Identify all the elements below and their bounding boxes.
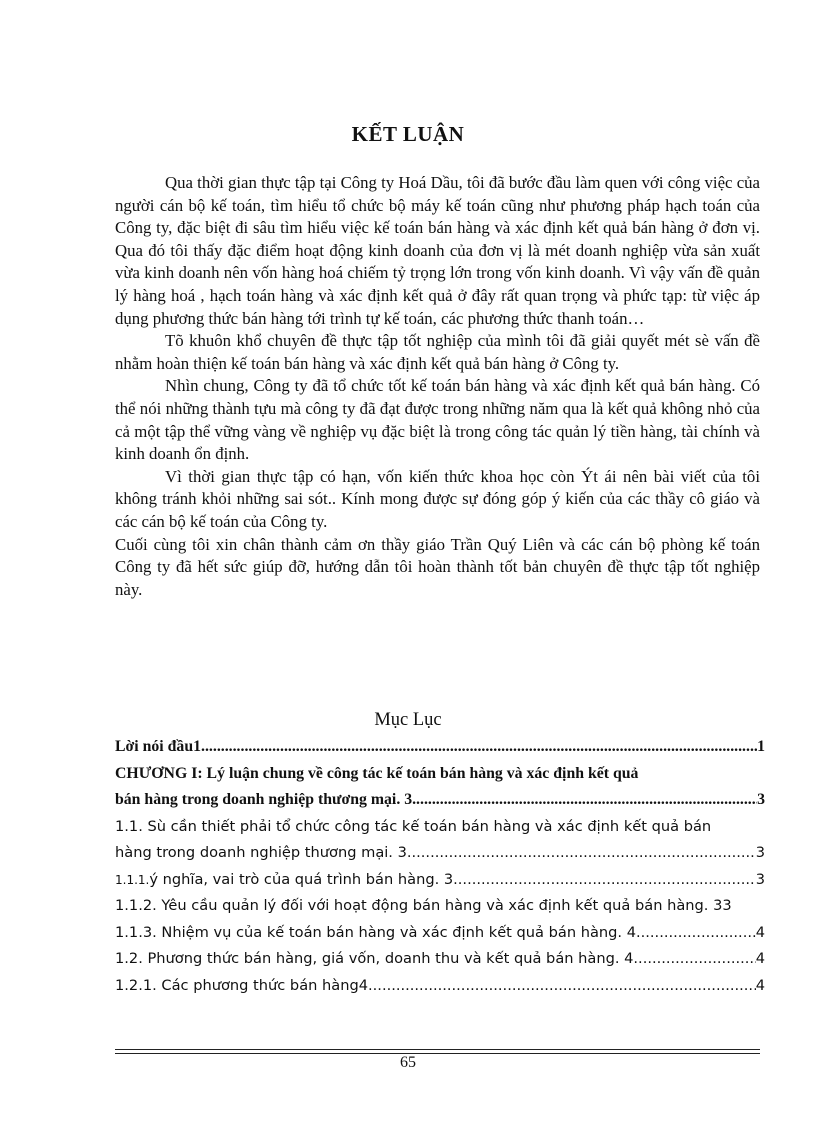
paragraph: Tõ khuôn khổ chuyên đề thực tập tốt nghiệp của mình tôi đã giải quyết mét sè vấn đề nhằm hoàn thiện kế toán bán hàng và xác định kết quả bán hàng ở Công ty. [115,331,760,373]
toc-entry-page: 4 [755,976,765,994]
paragraph: Cuối cùng tôi xin chân thành cảm ơn thầy giáo Trần Quý Liên và các cán bộ phòng kế toán Công ty đã hết sức giúp đỡ, hướng dẫn tôi hoàn thành tốt bản chuyên đề thực tập tốt nghiệp này. [115,534,760,599]
toc-entry-text: CHƯƠNG I: Lý luận chung về công tác kế toán bán hàng và xác định kết quả [115,764,639,782]
toc-entry[interactable] [115,844,765,871]
toc-entry-text: 1.1.2. Yêu cầu quản lý đối với hoạt động bán hàng và xác định kết quả bán hàng. 33 [115,897,732,914]
toc-leader [453,871,756,888]
toc-entry[interactable] [115,950,765,977]
paragraph: Vì thời gian thực tập có hạn, vốn kiến thức khoa học còn Ýt ái nên bài viết của tôi không tránh khỏi những sai sót.. Kính mong được sự đóng góp ý kiến của các thầy cô giáo và các cán bộ kế toán của Công ty. [115,466,760,531]
toc-entry[interactable] [115,924,765,951]
toc-entry-page: 1 [757,738,765,755]
conclusion-body [115,172,760,601]
toc-entry-text: 1.1.3. Nhiệm vụ của kế toán bán hàng và xác định kết quả bán hàng. 4 [115,923,636,941]
toc-entry[interactable] [115,765,765,792]
toc-entry[interactable] [115,791,765,818]
toc-entry[interactable] [115,977,765,1004]
toc-entry[interactable] [115,738,765,765]
toc-entry-text: hàng trong doanh nghiệp thương mại. 3 [115,844,407,861]
toc-entry-number: 1.1.1. [115,872,150,887]
toc-entry-page: 4 [755,923,765,941]
toc-title: Mục Lục [374,710,442,730]
toc-entry-text: ý nghĩa, vai trò của quá trình bán hàng. 3 [149,870,454,888]
table-of-contents [115,738,765,1003]
paragraph: Nhìn chung, Công ty đã tổ chức tốt kế toán bán hàng và xác định kết quả bán hàng. Có thể nói những thành tựu mà công ty đã đạt được trong những năm qua là kết quả không nhỏ của cả một tập thể vững vàng về nghiệp vụ đặc biệt là trong công tác quản lý tiền hàng, tài chính và kinh doanh ổn định. [115,376,760,464]
toc-leader [633,950,755,967]
toc-entry-page: 3 [757,791,765,808]
paragraph: Qua thời gian thực tập tại Công ty Hoá Dầu, tôi đã bước đầu làm quen với công việc của người cán bộ kế toán, tìm hiểu tổ chức bộ máy kế toán cũng như phương pháp hạch toán của Công ty, đặc biệt đi sâu tìm hiểu việc kế toán bán hàng và xác định kết quả bán hàng ở đơn vị. Qua đó tôi thấy đặc điểm hoạt động kinh doanh của đơn vị là mét doanh nghiệp vừa sản xuất vừa kinh doanh nên vốn hàng hoá chiếm tỷ trọng lớn trong vốn kinh doanh. Vì vậy vấn đề quản lý hàng hoá , hạch toán hàng và xác định kết quả ở đây rất quan trọng và phức tạp: từ việc áp dụng phương thức bán hàng tới trình tự kế toán, các phương thức thanh toán… [115,173,760,328]
toc-entry[interactable] [115,897,765,924]
toc-entry-page: 4 [755,950,765,967]
toc-entry-page: 3 [755,870,765,888]
footer-rule [115,1049,760,1050]
toc-leader [407,844,756,861]
toc-entry-page: 3 [755,844,765,861]
toc-entry[interactable] [115,871,765,898]
toc-leader [201,738,757,756]
page-number: 65 [400,1054,416,1071]
page-title: KẾT LUẬN [351,122,465,146]
toc-entry-text: Lời nói đầu1 [115,738,202,755]
toc-entry-text: 1.2.1. Các phương thức bán hàng4 [115,976,369,994]
toc-entry-text: 1.2. Phương thức bán hàng, giá vốn, doanh thu và kết quả bán hàng. 4 [115,950,634,967]
toc-leader [412,791,757,809]
toc-leader [368,977,756,994]
toc-entry-text: 1.1. Sù cần thiết phải tổ chức công tác kế toán bán hàng và xác định kết quả bán [115,817,712,835]
toc-leader [636,924,756,941]
toc-entry-text: bán hàng trong doanh nghiệp thương mại. 3 [115,791,413,808]
toc-entry[interactable] [115,818,765,845]
